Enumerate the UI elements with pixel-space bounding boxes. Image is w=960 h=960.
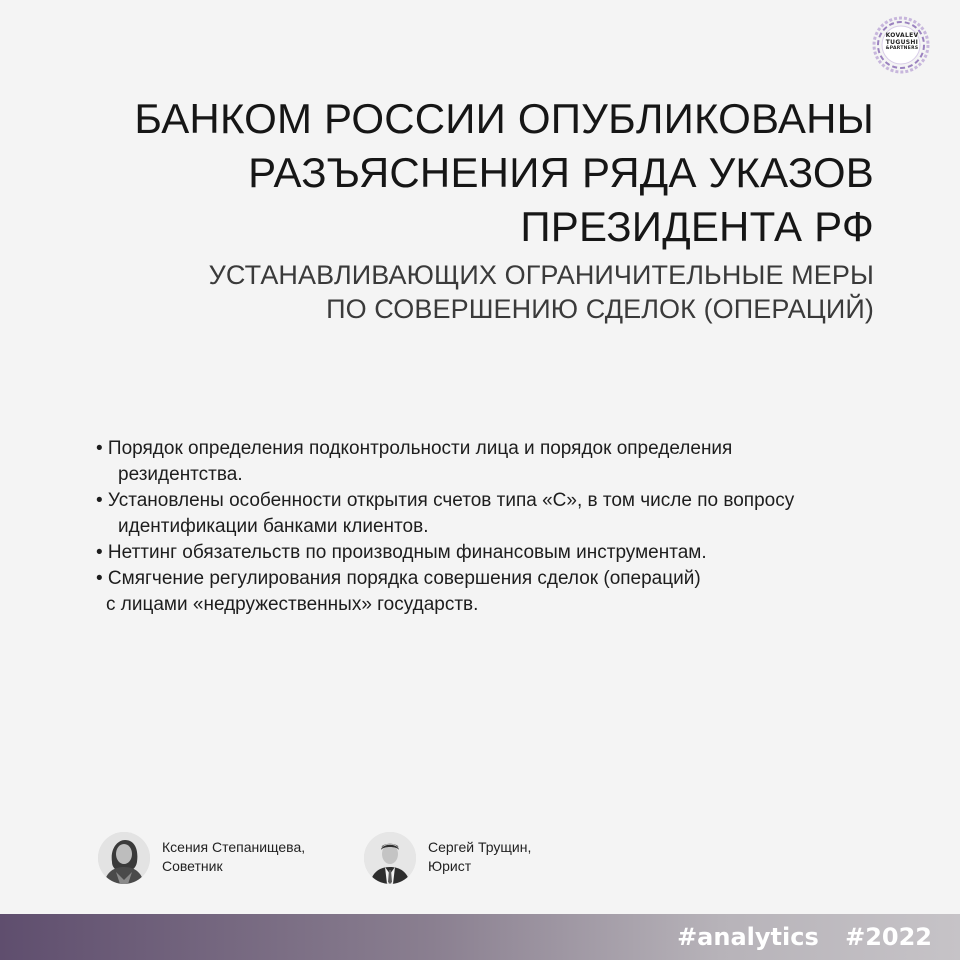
footer-hashtags xyxy=(659,921,932,953)
author-name: Ксения Степанищева, xyxy=(162,839,306,855)
page-title xyxy=(74,92,874,254)
subtitle-line-1: УСТАНАВЛИВАЮЩИХ ОГРАНИЧИТЕЛЬНЫЕ МЕРЫ xyxy=(208,260,874,290)
bullet-item-2: • Установлены особенности открытия счетов типа «С», в том числе по вопросу xyxy=(96,490,795,511)
bullet-item-4-continuation: с лицами «недружественных» государств. xyxy=(106,594,479,615)
author-name: Сергей Трущин, xyxy=(428,839,532,855)
author-role: Юрист xyxy=(428,858,472,874)
bullet-item-1: • Порядок определения подконтрольности лица и порядок определения xyxy=(96,438,733,459)
bullet-item-1-continuation: резидентства. xyxy=(118,464,243,485)
page-subtitle xyxy=(74,258,874,326)
title-line-1: БАНКОМ РОССИИ ОПУБЛИКОВАНЫ xyxy=(134,95,874,142)
bullet-item-2-continuation: идентификации банками клиентов. xyxy=(118,516,429,537)
author-card-1 xyxy=(98,830,358,886)
person-photo-icon xyxy=(364,832,416,884)
avatar xyxy=(98,832,150,884)
bullet-item-3: • Неттинг обязательств по производным финансовым инструментам. xyxy=(96,542,707,563)
logo-wordmark xyxy=(880,32,924,52)
logo-line-1: KOVALEV xyxy=(885,32,919,39)
subtitle-line-2: ПО СОВЕРШЕНИЮ СДЕЛОК (ОПЕРАЦИЙ) xyxy=(326,294,874,324)
bullet-item-4: • Смягчение регулирования порядка совершения сделок (операций) xyxy=(96,568,701,589)
logo-line-3: &PARTNERS xyxy=(885,46,919,51)
author-role: Советник xyxy=(162,858,223,874)
author-info xyxy=(428,838,648,876)
author-info xyxy=(162,838,382,876)
title-line-2: РАЗЪЯСНЕНИЯ РЯДА УКАЗОВ xyxy=(248,149,874,196)
bullet-list xyxy=(96,436,896,618)
footer-bar xyxy=(0,914,960,960)
hashtag-year: #2022 xyxy=(845,923,932,951)
person-photo-icon xyxy=(98,832,150,884)
logo-line-2: TUGUSHI xyxy=(885,39,919,46)
hashtag-analytics: #analytics xyxy=(677,923,819,951)
company-logo xyxy=(868,14,934,76)
title-line-3: ПРЕЗИДЕНТА РФ xyxy=(520,203,874,250)
author-card-2 xyxy=(364,830,624,886)
avatar xyxy=(364,832,416,884)
